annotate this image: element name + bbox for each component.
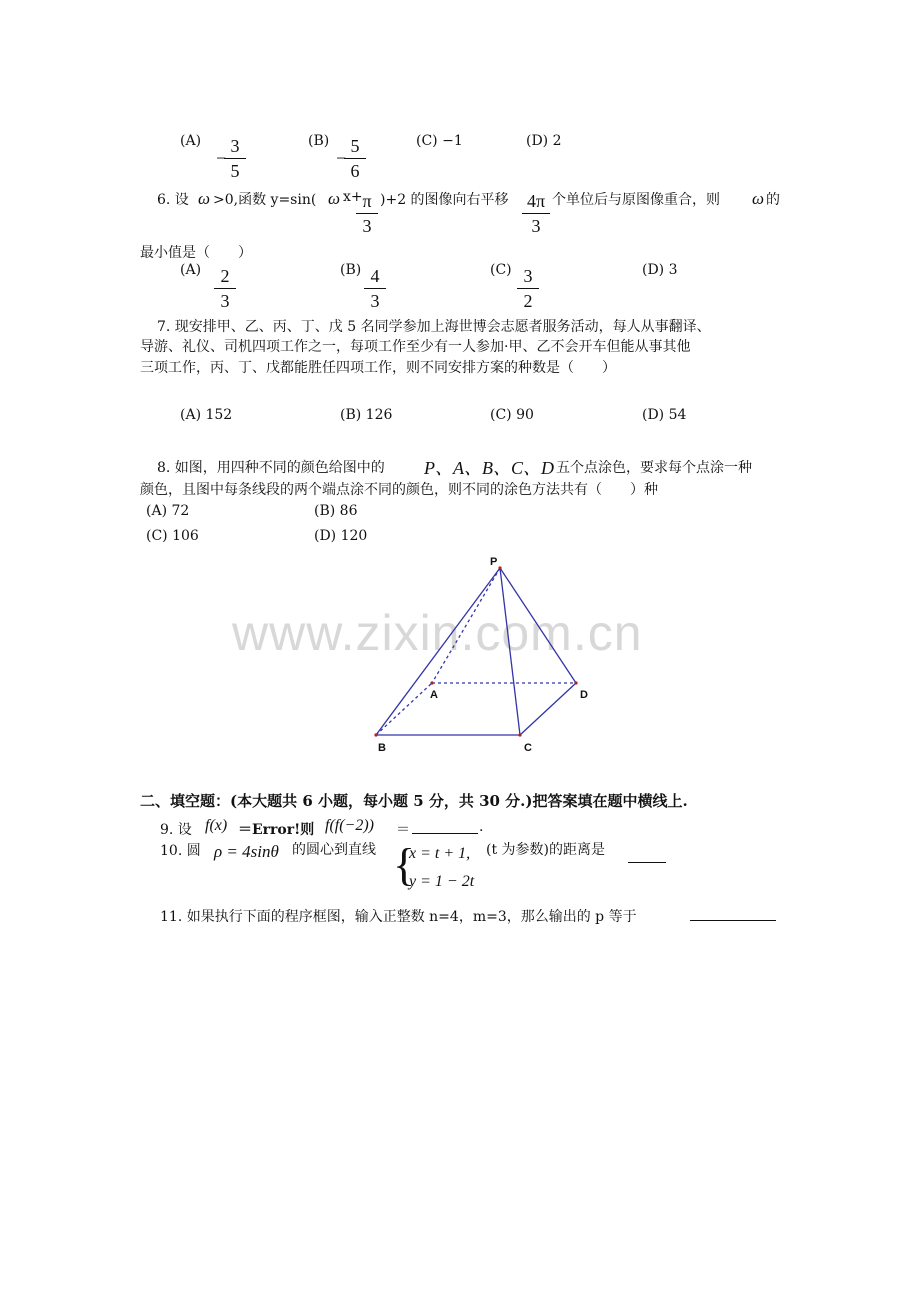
section-2-title: 二、填空题：(本大题共 6 小题，每小题 5 分，共 30 分.)把答案填在题中横线上. — [140, 792, 688, 810]
q11-text: 11. 如果执行下面的程序框图，输入正整数 n=4，m=3，那么输出的 p 等于 — [160, 909, 637, 925]
q6-option-a-denominator: 3 — [220, 291, 230, 311]
q6-option-c-denominator: 2 — [523, 291, 533, 311]
q5-option-b-label: (B) — [308, 133, 330, 149]
q6-omega-2: ω — [328, 189, 341, 208]
label-p: P — [490, 556, 498, 568]
edge-cd — [520, 683, 576, 735]
edge-pb — [376, 568, 500, 735]
q8-text-2: 五个点涂色，要求每个点涂一种 — [556, 460, 752, 476]
q6-text-4: )+2 的图像向右平移 — [380, 192, 509, 208]
q10-text-2: 的圆心到直线 — [292, 842, 376, 858]
q6-text-5: 个单位后与原图像重合，则 — [552, 192, 720, 208]
q5-option-a-numerator: 3 — [230, 136, 240, 156]
q5-option-b-fraction — [344, 136, 366, 181]
q10-text-3: (t 为参数)的距离是 — [486, 842, 605, 858]
q5-option-a-label: (A) — [180, 133, 202, 149]
q5-option-a-denominator: 5 — [230, 161, 240, 181]
q5-option-a-minus: − — [216, 148, 227, 168]
vertex-c — [518, 733, 521, 736]
q8-text-1: 8. 如图，用四种不同的颜色给图中的 — [157, 460, 385, 476]
label-c: C — [524, 742, 532, 754]
vertex-b — [374, 733, 377, 736]
q6-shift-fraction — [522, 191, 550, 236]
label-a: A — [430, 689, 438, 701]
q8-option-b: (B) 86 — [314, 503, 358, 519]
q7-line-2: 导游、礼仪、司机四项工作之一，每项工作至少有一人参加·甲、乙不会开车但能从事其他 — [140, 339, 691, 355]
q6-text-1: 6. 设 — [157, 192, 189, 208]
q6-option-b-fraction — [364, 266, 386, 311]
vertex-a — [430, 681, 433, 684]
q7-option-c: (C) 90 — [490, 407, 534, 423]
q8-line-2: 颜色，且图中每条线段的两个端点涂不同的颜色，则不同的涂色方法共有（ ）种 — [140, 482, 658, 498]
pyramid-figure — [360, 552, 610, 762]
q5-option-a-fraction — [224, 136, 246, 181]
q10-equation: ρ = 4sinθ — [214, 842, 279, 861]
label-d: D — [580, 689, 588, 701]
q5-option-b-minus: − — [336, 148, 347, 168]
q6-pi: π — [362, 191, 372, 211]
q6-text-3: x+ — [343, 189, 363, 205]
q9-text-1: 9. 设 — [160, 822, 192, 838]
q6-option-d: (D) 3 — [642, 262, 678, 278]
q6-option-c-label: (C) — [490, 262, 512, 278]
q9-text-3: ＝ — [396, 822, 410, 838]
q7-line-3: 三项工作，丙、丁、戊都能胜任四项工作，则不同安排方案的种数是（ ） — [140, 360, 616, 376]
q8-option-a: (A) 72 — [146, 503, 190, 519]
q7-line-1: 7. 现安排甲、乙、丙、丁、戊 5 名同学参加上海世博会志愿者服务活动，每人从事翻译、 — [157, 319, 711, 335]
q6-option-b-numerator: 4 — [370, 266, 380, 286]
q5-option-b-denominator: 6 — [350, 161, 360, 181]
q6-option-b-label: (B) — [340, 262, 362, 278]
q6-pi-over-3 — [356, 191, 378, 236]
q6-text-6: 的 — [766, 192, 780, 208]
q7-option-a: (A) 152 — [180, 407, 233, 423]
label-b: B — [378, 742, 386, 754]
q6-option-b-denominator: 3 — [370, 291, 380, 311]
q7-option-d: (D) 54 — [642, 407, 687, 423]
q7-option-b: (B) 126 — [340, 407, 393, 423]
q6-three: 3 — [362, 216, 372, 236]
q8-option-d: (D) 120 — [314, 528, 368, 544]
q6-option-a-fraction — [214, 266, 236, 311]
q6-omega-3: ω — [752, 189, 765, 208]
edge-pa-hidden — [432, 568, 500, 683]
q10-text-1: 10. 圆 — [160, 843, 201, 859]
q8-points: P、A、B、C、D — [424, 458, 554, 478]
q10-system-line-2: y = 1 − 2t — [409, 873, 475, 890]
q10-system-line-1: x = t + 1, — [409, 845, 471, 862]
q10-answer-blank[interactable] — [628, 848, 666, 863]
q9-end: . — [479, 819, 484, 835]
watermark: www.zixin.com.cn — [232, 605, 643, 661]
q6-shift-numerator: 4π — [526, 191, 546, 211]
q9-answer-blank[interactable] — [412, 819, 478, 834]
q10-brace: { — [393, 839, 416, 890]
vertex-p — [498, 566, 501, 569]
q6-option-c-fraction — [517, 266, 539, 311]
vertex-d — [574, 681, 577, 684]
q5-option-b-numerator: 5 — [350, 136, 360, 156]
q6-text-7: 最小值是（ ） — [140, 245, 252, 261]
q6-omega-1: ω — [198, 189, 211, 208]
edge-ba-hidden — [376, 683, 432, 735]
q5-option-d: (D) 2 — [526, 133, 562, 149]
q5-option-c: (C) −1 — [416, 133, 463, 149]
q6-option-a-label: (A) — [180, 262, 202, 278]
q6-shift-denominator: 3 — [531, 216, 541, 236]
q9-text-2: ＝Error!则 — [238, 822, 315, 838]
q8-option-c: (C) 106 — [146, 528, 199, 544]
q9-ff: f(f(−2)) — [325, 817, 374, 834]
q6-text-2: >0,函数 y=sin( — [213, 192, 317, 208]
q9-fx: f(x) — [205, 817, 228, 834]
q6-option-a-numerator: 2 — [220, 266, 230, 286]
q11-answer-blank[interactable] — [690, 906, 776, 921]
q6-option-c-numerator: 3 — [523, 266, 533, 286]
